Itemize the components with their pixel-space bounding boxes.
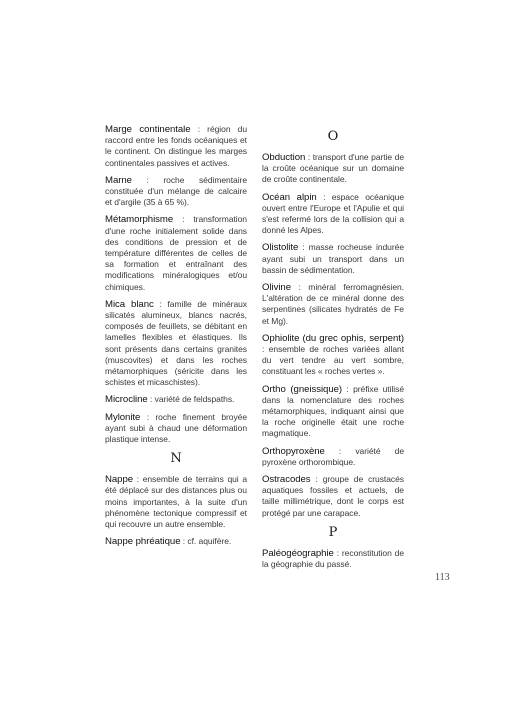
term-separator: : <box>262 344 269 355</box>
term-separator: : <box>342 383 354 394</box>
glossary-definition: région du raccord entre les fonds océaniques et le continent. On distingue les marges continentales passives et actives. <box>105 124 248 168</box>
glossary-definition: cf. aquifère. <box>187 536 232 547</box>
glossary-entry <box>105 299 247 389</box>
glossary-term: Nappe phréatique <box>105 536 181 548</box>
glossary-definition: variété de pyroxène orthorombique. <box>262 445 404 467</box>
term-separator: : <box>190 124 208 134</box>
glossary-definition: préfixe utilisé dans la nomenclature des roches métamorphiques, indiquant ainsi que la roche originelle était une roche magmatique. <box>262 383 404 439</box>
glossary-term: Olistolite <box>262 242 299 254</box>
glossary-term: Ostracodes <box>262 474 311 486</box>
glossary-definition: famille de minéraux silicatés alumineux, blancs nacrés, composés de feuillets, se débitant en lamelles flexibles et élastiques. Ils sont présents dans certains granites (muscovites) et dans les roches métamorphiques (séricite dans les schistes et micaschistes). <box>105 298 247 388</box>
glossary-term: Métamorphisme <box>105 214 174 226</box>
glossary-definition: transformation d'une roche initialement solide dans des conditions de pression et de température différentes de celles de sa formation et entraînant des modifications minéralogiques et/ou chimiques. <box>105 214 247 292</box>
term-separator: : <box>131 174 164 185</box>
glossary-entry <box>105 536 247 547</box>
term-separator: : <box>140 411 156 422</box>
glossary-term: Microcline <box>105 394 148 406</box>
glossary-definition: minéral ferromagnésien. L'altération de ce minéral donne des serpentines (silicates hydratés de Fe et Mg). <box>262 282 404 326</box>
entries-n <box>105 474 247 547</box>
glossary-entry <box>105 175 247 209</box>
glossary-term: Ortho (gneissique) <box>262 383 343 395</box>
term-separator: : <box>333 547 342 558</box>
glossary-term: Marge continentale <box>105 124 191 135</box>
section-letter-o: O <box>327 129 339 144</box>
glossary-entry <box>105 412 247 446</box>
glossary-definition: variété de feldspaths. <box>154 394 235 405</box>
glossary-definition: reconstitution de la géographie du passé. <box>262 547 405 570</box>
glossary-entry <box>262 242 404 276</box>
glossary-entry <box>262 152 404 186</box>
glossary-term: Olivine <box>262 282 291 294</box>
glossary-term: Mylonite <box>105 411 141 423</box>
glossary-definition: ensemble de terrains qui a été déplacé sur des distances plus ou moins importantes, à la suite d'un phénomène tectonique compressif et qui recouvre un autre ensemble. <box>105 474 247 530</box>
term-separator: : <box>173 214 194 225</box>
glossary-entry <box>262 384 404 440</box>
left-column <box>105 124 247 554</box>
glossary-term: Nappe <box>105 474 134 486</box>
entries-m <box>105 124 247 445</box>
glossary-definition: roche sédimentaire constituée d'un mélange de calcaire et d'argile (35 à 65 %). <box>105 174 248 208</box>
glossary-term: Marne <box>105 174 132 186</box>
term-separator: : <box>153 298 168 309</box>
glossary-term: Obduction <box>262 152 306 163</box>
glossary-entry <box>262 474 404 519</box>
glossary-term: Océan alpin <box>262 191 317 203</box>
glossary-entry <box>105 474 247 530</box>
page-number: 113 <box>435 572 450 583</box>
glossary-definition: groupe de crustacés aquatiques fossiles et actuels, de taille millimétrique, dont le corps est protégé par une carapace. <box>262 474 404 518</box>
glossary-entry <box>262 446 404 468</box>
glossary-definition: roche finement broyée ayant subi à chaud une déformation plastique intense. <box>105 411 248 445</box>
glossary-entry <box>262 548 404 570</box>
section-letter-p: P <box>328 524 338 540</box>
glossary-term: Orthopyroxène <box>262 445 325 457</box>
glossary-entry <box>105 124 247 169</box>
glossary-definition: transport d'une partie de la croûte océanique sur un domaine de croûte continentale. <box>262 152 404 185</box>
glossary-term: Paléogéographie <box>262 547 334 559</box>
term-separator: : <box>305 152 313 162</box>
term-separator: : <box>133 474 143 485</box>
term-separator: : <box>310 474 323 485</box>
glossary-term: Ophiolite (du grec ophis, serpent) <box>262 332 404 344</box>
entries-o <box>262 152 404 519</box>
glossary-entry <box>105 394 247 405</box>
glossary-entry <box>105 214 247 292</box>
term-separator: : <box>290 282 309 293</box>
glossary-entry <box>262 282 404 327</box>
section-letter-n: N <box>170 451 182 467</box>
glossary-entry <box>262 333 404 378</box>
term-separator: : <box>298 242 309 253</box>
right-column <box>262 127 404 576</box>
glossary-definition: espace océanique ouvert entre l'Europe et l'Apulie et qui s'est refermé lors de la collision qui a donné les Alpes. <box>262 191 405 236</box>
glossary-term: Mica blanc <box>105 298 154 310</box>
glossary-definition: masse rocheuse indurée ayant subi un transport dans un bassin de sédimentation. <box>262 242 404 275</box>
term-separator: : <box>180 536 188 547</box>
entries-p <box>262 548 404 570</box>
glossary-definition: ensemble de roches variées allant du vert tendre au vert sombre, constituant les « roches vertes ». <box>262 344 405 377</box>
term-separator: : <box>316 191 332 202</box>
glossary-entry <box>262 192 404 237</box>
term-separator: : <box>147 394 155 405</box>
term-separator: : <box>324 445 356 456</box>
